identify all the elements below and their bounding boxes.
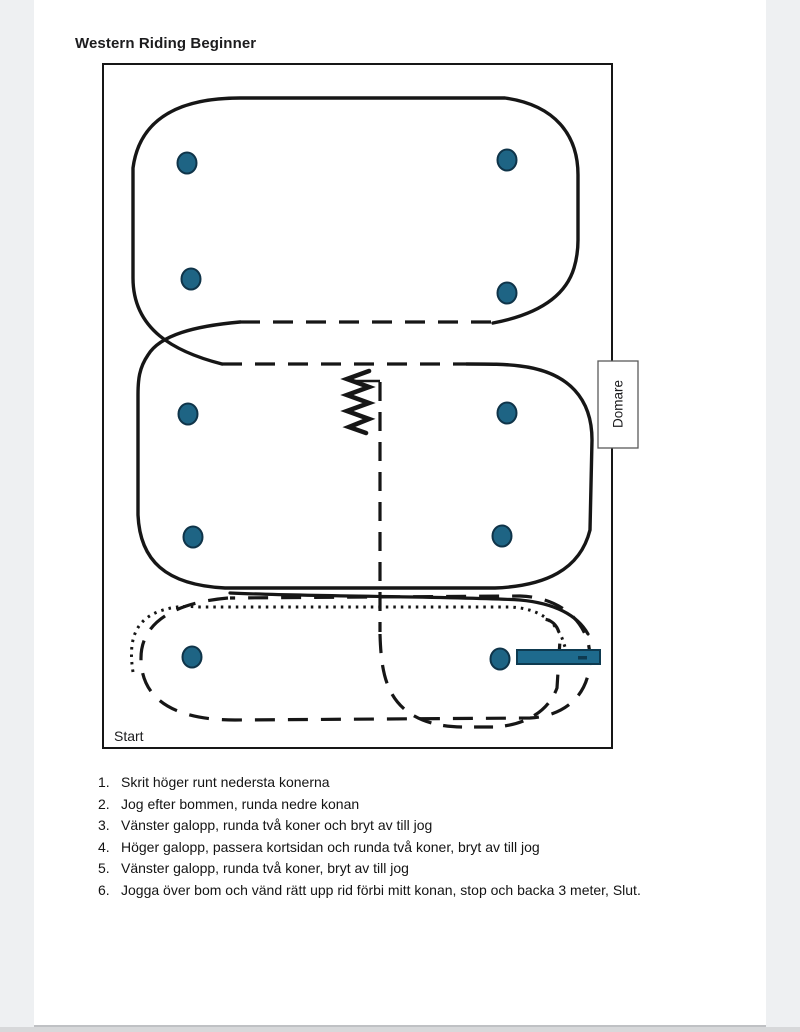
document-title: Western Riding Beginner — [75, 35, 257, 52]
middle-loop-solid-path — [138, 322, 592, 588]
instruction-item — [98, 880, 698, 902]
top-loop-solid-path — [133, 98, 578, 364]
instruction-number: 4. — [98, 838, 110, 855]
cone-marker — [182, 269, 201, 290]
cone-marker — [183, 647, 202, 668]
pole-dash-mark — [578, 656, 587, 660]
instruction-item — [98, 858, 698, 880]
cone-marker — [498, 150, 517, 171]
instruction-text: Jogga över bom och vänd rätt upp rid förbi mitt konan, stop och backa 3 meter, Slut. — [121, 881, 641, 898]
instruction-item — [98, 837, 698, 859]
instruction-number: 1. — [98, 774, 110, 790]
cone-marker — [491, 649, 510, 670]
instruction-item — [98, 794, 698, 816]
cone-marker — [498, 403, 517, 424]
instruction-item — [98, 772, 698, 794]
cone-marker — [493, 526, 512, 547]
bottom-right-dashed-loop — [380, 619, 560, 727]
cone-marker — [178, 153, 197, 174]
cone-marker — [179, 404, 198, 425]
instruction-item — [98, 815, 698, 837]
instruction-number: 3. — [98, 817, 110, 834]
pole-bom — [517, 650, 600, 664]
instruction-number: 5. — [98, 860, 110, 877]
cone-marker — [184, 527, 203, 548]
instruction-text: Höger galopp, passera kortsidan och runda två koner, bryt av till jog — [121, 838, 540, 855]
instruction-list — [98, 772, 698, 902]
instruction-text: Vänster galopp, runda två koner och bryt av till jog — [121, 817, 433, 834]
instruction-text: Vänster galopp, runda två koner, bryt av till jog — [121, 860, 409, 877]
instruction-text: Skrit höger runt nedersta konerna — [121, 774, 330, 790]
instruction-number: 2. — [98, 795, 110, 812]
judge-label: Domare — [610, 379, 626, 429]
instruction-text: Jog efter bommen, runda nedre konan — [121, 795, 360, 812]
start-label: Start — [114, 728, 144, 744]
instruction-number: 6. — [98, 881, 110, 898]
cone-marker — [498, 283, 517, 304]
